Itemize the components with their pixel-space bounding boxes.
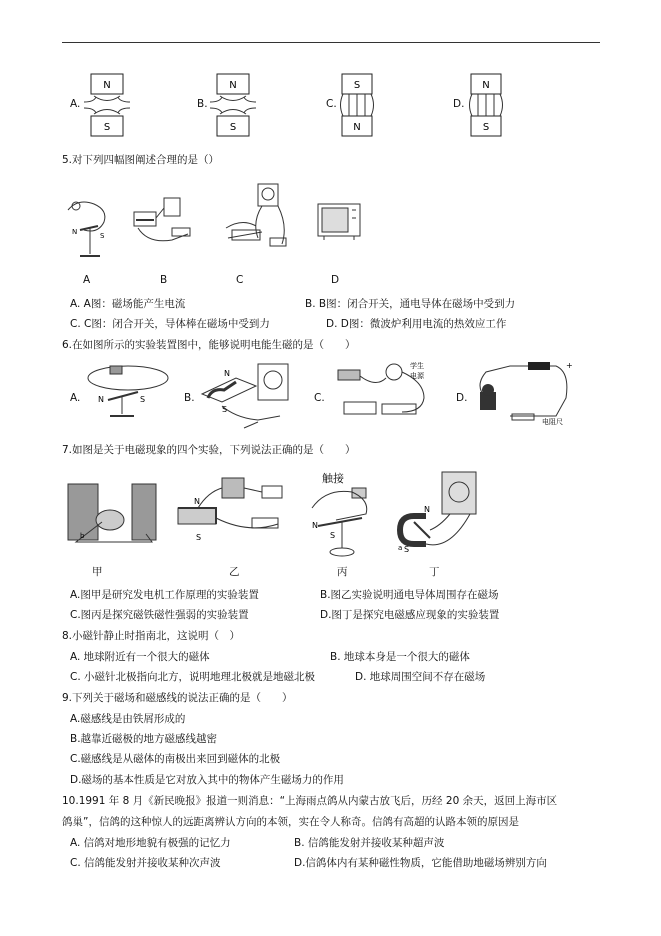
q8-option-c: C. 小磁针北极指向北方，说明地理北极就是地磁北极 xyxy=(70,671,316,683)
q10-stem-line2: 鸽巢”，信鸽的这种惊人的远距离辨认方向的本领，实在令人称奇。信鸽有高超的认路本领的原因是 xyxy=(62,816,519,828)
q7-figure-jia xyxy=(62,478,162,558)
q4b-s: S xyxy=(229,122,237,133)
svg-text:+: + xyxy=(566,361,573,370)
q6d-annot: 电阻尺 xyxy=(542,418,563,426)
q7-figure-bing xyxy=(306,468,382,560)
q7-bing-touch: 触接 xyxy=(322,472,344,485)
q7-yi-n: N xyxy=(194,497,200,506)
q6-fig-label-a: A. xyxy=(70,392,81,404)
q5-figure-d xyxy=(314,196,364,246)
q6c-annot-top: 学生 xyxy=(410,362,424,370)
q7-bing-n: N xyxy=(312,521,318,530)
q4-figure-c xyxy=(337,72,377,138)
header-rule xyxy=(62,42,600,43)
q4-option-c-label: C. xyxy=(326,98,337,110)
q7-ding-s: S xyxy=(404,545,410,554)
q7-option-a: A.图甲是研究发电机工作原理的实验装置 xyxy=(70,589,259,601)
q4-option-d-label: D. xyxy=(453,98,465,110)
q6-figure-a xyxy=(84,358,174,422)
q8-stem: 8.小磁针静止时指南北，这说明（ ） xyxy=(62,630,241,642)
q5-fig-label-c: C xyxy=(236,274,244,286)
q10-option-a: A. 信鸽对地形地貌有极强的记忆力 xyxy=(70,837,231,849)
q7-fig-label-ding: 丁 xyxy=(429,566,440,578)
q4b-n: N xyxy=(229,80,237,91)
q8-option-b: B. 地球本身是一个很大的磁体 xyxy=(330,651,470,663)
q5-fig-label-a: A xyxy=(83,274,91,286)
q6-fig-label-d: D. xyxy=(456,392,468,404)
q6-fig-label-b: B. xyxy=(184,392,195,404)
q9-stem: 9.下列关于磁场和磁感线的说法正确的是（ ） xyxy=(62,692,293,704)
q5-option-b: B. B图：闭合开关，通电导体在磁场中受到力 xyxy=(305,298,516,310)
q6-fig-label-c: C. xyxy=(314,392,325,404)
q9-option-d: D.磁场的基本性质是它对放入其中的物体产生磁场力的作用 xyxy=(70,774,344,786)
q6-figure-d xyxy=(470,358,582,430)
q9-option-c: C.磁感线是从磁体的南极出来回到磁体的北极 xyxy=(70,753,281,765)
q7-ding-n: N xyxy=(424,505,430,514)
svg-text:N: N xyxy=(98,395,104,404)
q5-figure-c xyxy=(222,182,294,258)
svg-text:N: N xyxy=(224,369,230,378)
q4-option-b-label: B. xyxy=(197,98,208,110)
q10-option-d: D.信鸽体内有某种磁性物质，它能借助地磁场辨别方向 xyxy=(294,857,547,869)
q7-fig-label-jia: 甲 xyxy=(92,566,103,578)
q5-option-d: D. D图：微波炉利用电流的热效应工作 xyxy=(326,318,507,330)
q7-stem: 7.如图是关于电磁现象的四个实验，下列说法正确的是（ ） xyxy=(62,444,356,456)
q4c-s: S xyxy=(353,80,361,91)
q4-figure-d xyxy=(466,72,506,138)
q7-fig-label-yi: 乙 xyxy=(229,566,240,578)
q7-ding-a: a xyxy=(398,544,403,552)
q7-option-d: D.图丁是探究电磁感应现象的实验装置 xyxy=(320,609,500,621)
q4-figure-b xyxy=(208,72,258,138)
q7-figure-ding xyxy=(390,470,490,556)
q9-option-b: B.越靠近磁极的地方磁感线越密 xyxy=(70,733,218,745)
q4-figure-a xyxy=(82,72,132,138)
q4-option-a-label: A. xyxy=(70,98,81,110)
q4d-n: N xyxy=(482,80,490,91)
q7-fig-label-bing: 丙 xyxy=(337,566,348,578)
q8-option-a: A. 地球附近有一个很大的磁体 xyxy=(70,651,210,663)
q10-stem-line1: 10.1991 年 8 月《新民晚报》报道一则消息：“上海雨点鸽从内蒙古放飞后，历经 20 余天，返回上海市区 xyxy=(62,795,558,807)
q7-option-b: B.图乙实验说明通电导体周围存在磁场 xyxy=(320,589,499,601)
q4c-n: N xyxy=(353,122,361,133)
svg-text:S: S xyxy=(222,405,228,414)
q4d-s: S xyxy=(482,122,490,133)
q10-option-c: C. 信鸽能发射并接收某种次声波 xyxy=(70,857,221,869)
q7-jia-b: b xyxy=(80,532,85,540)
q6-figure-c xyxy=(328,358,436,430)
q7-figure-yi xyxy=(168,474,292,558)
q5-fig-label-d: D xyxy=(331,274,340,286)
q6-stem: 6.在如图所示的实验装置图中，能够说明电能生磁的是（ ） xyxy=(62,339,356,351)
q7-bing-s: S xyxy=(330,531,336,540)
q6-figure-b xyxy=(196,358,300,434)
q8-option-d: D. 地球周围空间不存在磁场 xyxy=(355,671,486,683)
q5-option-c: C. C图：闭合开关，导体棒在磁场中受到力 xyxy=(70,318,270,330)
svg-text:S: S xyxy=(100,232,105,240)
q5-option-a: A. A图：磁场能产生电流 xyxy=(70,298,186,310)
q5-stem: 5.对下列四幅图阐述合理的是（） xyxy=(62,154,220,166)
q7-yi-s: S xyxy=(196,533,202,542)
q7-option-c: C.图丙是探究磁铁磁性强弱的实验装置 xyxy=(70,609,249,621)
q4a-s: S xyxy=(103,122,111,133)
q10-option-b: B. 信鸽能发射并接收某种超声波 xyxy=(294,837,445,849)
q5-fig-label-b: B xyxy=(160,274,168,286)
svg-text:N: N xyxy=(72,228,78,236)
q4a-n: N xyxy=(103,80,111,91)
svg-text:S: S xyxy=(140,395,146,404)
q5-figure-b xyxy=(128,194,196,252)
q9-option-a: A.磁感线是由铁屑形成的 xyxy=(70,713,186,725)
q5-figure-a xyxy=(64,190,114,262)
q6c-annot-bottom: 电源 xyxy=(410,372,424,380)
